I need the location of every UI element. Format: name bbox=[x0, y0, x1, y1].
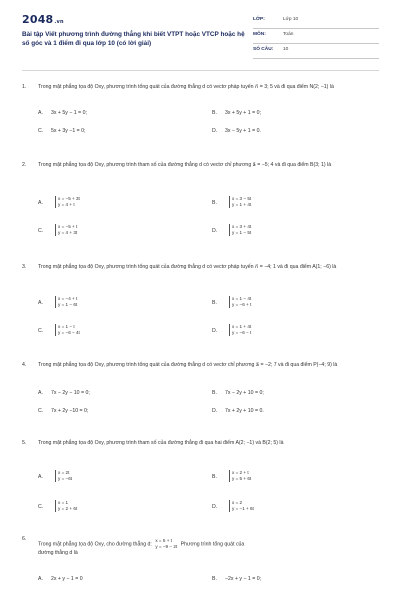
option-letter: A. bbox=[38, 110, 43, 116]
option-letter: A. bbox=[38, 300, 43, 306]
system-line-x: x = 3 − 5t bbox=[232, 196, 252, 201]
system-line-x: x = −5 + 3t bbox=[58, 196, 80, 201]
option-letter: A. bbox=[38, 576, 43, 582]
logo-text: 2048 bbox=[22, 13, 54, 26]
param-system bbox=[232, 196, 251, 208]
option-text: 5x + 3y −1 = 0; bbox=[51, 128, 86, 134]
meta-row-subject bbox=[253, 29, 379, 44]
option-letter: C. bbox=[38, 504, 44, 510]
question-number: 1. bbox=[22, 84, 27, 90]
system-line-y: y = 1 − 6t bbox=[58, 302, 78, 308]
system-line-y: y = −6t bbox=[58, 476, 73, 482]
meta-key: SỐ CÂU: bbox=[253, 47, 274, 52]
option-text: −2x + y − 1 = 0; bbox=[225, 576, 262, 582]
system-line-y: y = −6 + t bbox=[232, 302, 252, 308]
question-text: Trong mặt phẳng tọa độ Oxy, phương trình tổng quát của đường thẳng d có vectơ pháp tuyến n⃗ = 3; 5 và đi qua điểm N(2; −1) là bbox=[38, 84, 334, 90]
system-line-y: y = 5 + 6t bbox=[232, 476, 252, 482]
param-system bbox=[232, 470, 251, 482]
param-system bbox=[58, 470, 72, 482]
system-line-x: x = 3 + 4t bbox=[232, 224, 252, 229]
document-title: Bài tập Viết phương trình đường thẳng khi biết VTPT hoặc VTCP hoặc hệ số góc và 1 điểm đi qua lớp 10 (có lời giải) bbox=[22, 31, 245, 47]
system-line-y: y = 4 + t bbox=[58, 202, 75, 208]
system-line-y: y = 1 − 5t bbox=[232, 230, 252, 236]
option-letter: D. bbox=[212, 228, 218, 234]
question-text: Trong mặt phẳng tọa độ Oxy, phương trình tham số của đường thẳng d có vectơ chỉ phương a⃗ = −5; 4 và đi qua điểm B(3; 1) là bbox=[38, 162, 332, 168]
system-line-x: x = −5 + t bbox=[58, 224, 78, 229]
option-letter: B. bbox=[212, 576, 217, 582]
meta-value: Lớp 10 bbox=[283, 17, 299, 22]
option-letter: D. bbox=[212, 328, 218, 334]
system-line-y: y = −6 − 4t bbox=[58, 330, 80, 336]
question-number: 4. bbox=[22, 362, 27, 368]
header-divider bbox=[22, 70, 379, 71]
question-text: Trong mặt phẳng tọa độ Oxy, phương trình tổng quát của đường thẳng d có vectơ pháp tuyến n⃗ = −4; 1 và đi qua điểm A(1; −6) là bbox=[38, 264, 337, 270]
param-system bbox=[155, 538, 177, 550]
option-letter: B. bbox=[212, 300, 217, 306]
option-letter: B. bbox=[212, 474, 217, 480]
option-letter: C. bbox=[38, 408, 44, 414]
option-letter: D. bbox=[212, 504, 218, 510]
param-system bbox=[58, 500, 77, 512]
option-text: 3x + 5y + 1 = 0; bbox=[225, 110, 261, 116]
meta-info bbox=[253, 14, 379, 59]
system-line-x: x = 2t bbox=[58, 470, 70, 475]
system-line-x: x = 1 − t bbox=[58, 324, 75, 329]
system-line-y: y = 1 + 4t bbox=[232, 202, 252, 208]
site-logo[interactable] bbox=[22, 13, 64, 26]
param-system bbox=[58, 324, 80, 336]
option-text: 7x + 2y + 10 = 0. bbox=[225, 408, 264, 414]
system-line-y: y = 2 + 6t bbox=[58, 506, 78, 512]
option-letter: B. bbox=[212, 110, 217, 116]
question-number: 6. bbox=[22, 536, 27, 542]
logo-suffix: .vn bbox=[54, 19, 64, 25]
system-line-y: y = −6 − t bbox=[232, 330, 252, 336]
question-number: 5. bbox=[22, 440, 27, 446]
system-line-x: x = 2 bbox=[232, 500, 243, 505]
option-letter: C. bbox=[38, 328, 44, 334]
option-letter: C. bbox=[38, 128, 44, 134]
option-letter: B. bbox=[212, 390, 217, 396]
question-text: Trong mặt phẳng tọa độ Oxy, phương trình tham số của đường thẳng đi qua hai điểm A(2; −1) và B(2; 5) là bbox=[38, 440, 284, 446]
param-system bbox=[58, 224, 77, 236]
question-text-before: Trong mặt phẳng tọa độ Oxy, cho đường thẳng d: bbox=[38, 541, 152, 548]
option-letter: A. bbox=[38, 200, 43, 206]
system-line-x: x = 1 + 4t bbox=[232, 324, 252, 329]
question-text bbox=[38, 538, 368, 558]
option-letter: D. bbox=[212, 128, 218, 134]
meta-key: LỚP: bbox=[253, 17, 265, 22]
param-system bbox=[232, 296, 251, 308]
option-letter: B. bbox=[212, 200, 217, 206]
option-letter: C. bbox=[38, 228, 44, 234]
option-letter: D. bbox=[212, 408, 218, 414]
meta-key: MÔN: bbox=[253, 32, 266, 37]
option-text: 3x − 5y + 1 = 0. bbox=[225, 128, 261, 134]
param-system bbox=[58, 296, 77, 308]
param-system bbox=[232, 324, 251, 336]
option-text: 7x − 2y − 10 = 0; bbox=[51, 390, 90, 396]
system-line-x: x = 5 + t bbox=[155, 538, 172, 543]
option-text: 2x + y − 1 = 0 bbox=[51, 576, 83, 582]
question-number: 2. bbox=[22, 162, 27, 168]
param-system bbox=[232, 500, 254, 512]
system-line-x: x = 2 + t bbox=[232, 470, 249, 475]
system-line-y: y = 4 + 3t bbox=[58, 230, 78, 236]
option-letter: A. bbox=[38, 390, 43, 396]
param-system bbox=[58, 196, 80, 208]
system-line-x: x = −4 + t bbox=[58, 296, 78, 301]
meta-value: 10 bbox=[283, 47, 289, 52]
param-system bbox=[232, 224, 251, 236]
question-text: Trong mặt phẳng tọa độ Oxy, phương trình tổng quát của đường thẳng d có vectơ chỉ phương a⃗ = −2; 7 và đi qua điểm P(−4; 9) là bbox=[38, 362, 338, 368]
system-line-y: y = −9 − 2t bbox=[155, 544, 178, 549]
meta-row-count bbox=[253, 44, 379, 59]
system-line-x: x = 1 bbox=[58, 500, 69, 505]
option-letter: A. bbox=[38, 474, 43, 480]
system-line-y: y = −1 + 6t bbox=[232, 506, 254, 512]
system-line-x: x = 1 − 4t bbox=[232, 296, 252, 301]
option-text: 7x + 2y −10 = 0; bbox=[51, 408, 89, 414]
option-text: 3x + 5y − 1 = 0; bbox=[51, 110, 87, 116]
option-text: 7x − 2y + 10 = 0; bbox=[225, 390, 264, 396]
question-number: 3. bbox=[22, 264, 27, 270]
meta-row-class bbox=[253, 14, 379, 29]
question-text-after: Phương trình tổng quát của bbox=[180, 541, 245, 548]
question-text-line2: đường thẳng d là bbox=[38, 550, 78, 556]
meta-value: Toán bbox=[283, 32, 294, 37]
